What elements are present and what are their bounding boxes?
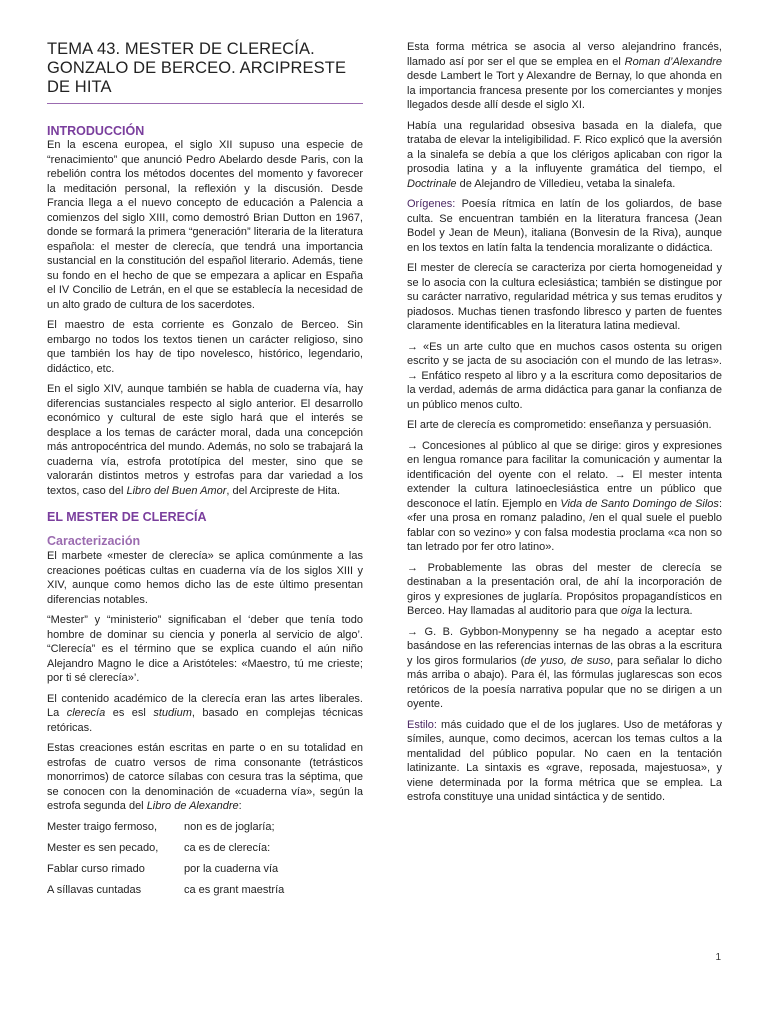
mester-heading: EL MESTER DE CLERECÍA [47, 510, 207, 524]
term: studium [153, 707, 192, 719]
text-run: : «fer una prosa en romanz paladino, /en el qual suele el pueblo fablar con so vezino» y con falsa modestia proclama «ca non so tan letrado por fer otro latino». [407, 497, 722, 553]
right-paragraph-7 [407, 439, 722, 555]
term: oiga [621, 605, 642, 617]
text-run: , del Arcipreste de Hita. [226, 484, 341, 497]
text-run: Estas creaciones están escritas en parte o en su totalidad en estrofas de cuatro versos de rima consonante (tetrásticos monorrimos) de catorce sílabas con cesura tras la séptima, que se conocen con la denominación de «cuaderna vía», según la estrofa segunda del [47, 742, 363, 812]
book-title: Roman d’Alexandre [624, 55, 722, 68]
right-paragraph-5: → «Es un arte culto que en muchos casos ostenta su origen escrito y se jacta de su asociación con el mundo de las letras». → Enfático respeto al libro y a la escritura como depositarios de la verdad, además de arma didáctica para ganar la confianza de un público menos culto. [407, 340, 722, 411]
right-paragraph-2 [407, 119, 722, 192]
text-run: más cuidado que el de los juglares. Uso de metáforas y símiles, aunque, como decimos, acercan los temas cultos a la mentalidad del público popular. No caen en la tentación latinizante. La sintaxis es «grave, reposada, majestuosa», y viene determinada por la forma métrica que se emplea. La estrofa constituye una unidad sintáctica y de sentido. [407, 718, 722, 803]
right-paragraph-8 [407, 561, 722, 619]
page-number: 1 [715, 952, 721, 963]
verse-line [47, 841, 363, 856]
book-title: Libro del Buen Amor [126, 484, 227, 497]
verse-hemistich-2: non es de joglaría; [184, 820, 275, 833]
verse-line [47, 862, 363, 877]
text-run: , para señalar lo dicho más arriba o abajo). Para él, las fórmulas juglarescas son ecos retóricos de la poesía narrativa popular que no se dirigen a un oyente. [407, 654, 723, 710]
right-paragraph-4: El mester de clerecía se caracteriza por cierta homogeneidad y se lo asocia con la cultura eclesiástica; también se distingue por su carácter narrativo, regularidad métrica y sus temas eruditos y piadosos. Muchas tienen trasfondo libresco y parten de fuentes claramente identificables en la literatura latina medieval. [407, 262, 722, 332]
caract-paragraph-4 [47, 741, 363, 814]
title-divider [47, 103, 363, 104]
text-run: Poesía rítmica en latín de los goliardos, de base culta. Se encuentran también en la literatura francesa (Jean Bodel y Jean de Meun), italiana (Bonvesin de la Riva), aunque en los textos en latín falta la tendencia moralizante o didáctica. [407, 198, 722, 254]
term: de yuso, de suso [524, 654, 611, 667]
intro-paragraph-2: El maestro de esta corriente es Gonzalo de Berceo. Sin embargo no todos los textos tienen un carácter religioso, sino que también los hay de tipo novelesco, histórico, legendario, didáctico, etc. [47, 319, 363, 375]
intro-paragraph-1: En la escena europea, el siglo XII supuso una especie de “renacimiento” que anunció Pedro Abelardo desde Paris, con la rebelión contra los métodos docentes del momento y favorecer la meditación personal, la reflexión y la discusión. Desde Francia llega a el nuevo concepto de educación a Palencia a comienzos del siglo XIII, como demostró Brian Dutton en 1967, donde se formará la primera “generación” literaria de la literatura española: el mester de clerecía, que tendrá una importancia sustancial en la constitución del español literario. Además, tiene su fondo en el hecho de que se empezara a aplicar en España el IV Concilio de Letrán, en el que se establecía la necesidad de un alto grado de cultura de los sacerdotes. [47, 139, 363, 311]
text-run: → G. B. Gybbon-Monypenny se ha negado a aceptar esto basándose en las referencias internas de las obras a la escritura y los giros formularios ( [407, 625, 722, 667]
verse-hemistich-1: Mester traigo fermoso, [47, 820, 158, 833]
origenes-paragraph [407, 197, 722, 255]
right-column [407, 40, 722, 811]
right-paragraph-1 [407, 40, 722, 113]
verse-line [47, 820, 363, 835]
book-title: Libro de Alexandre [146, 800, 239, 812]
text-run: desde Lambert le Tort y Alexandre de Bernay, lo que ahonda en la importancia francesa presente por los comerciantes y monjes llegados desde allí desde el siglo XI. [407, 70, 722, 111]
caracterizacion-heading: Caracterización [47, 534, 141, 548]
text-run: : [238, 800, 242, 812]
right-paragraph-9 [407, 625, 722, 712]
text-run: El contenido académico de la clerecía eran las artes liberales. La [47, 692, 363, 719]
intro-paragraph-3 [47, 382, 363, 498]
text-run: es esl [105, 707, 154, 719]
text-run: Esta forma métrica se asocia al verso alejandrino francés, llamado así por ser el que se emplea en el [407, 41, 722, 68]
text-run: En el siglo XIV, aunque también se habla de cuaderna vía, hay diferencias sustanciales respecto al siglo anterior. El desarrollo económico y cultural de este siglo hará que el interés se desplace a los temas de carácter moral, dada una concepción más antropocéntrica del mundo. Además, no solo se trabajará la cuaderna vía, estrofa prototípica del mester, sino que se valorarán distintos metros y estrofas para dar variedad a los textos, caso del [47, 383, 363, 497]
verse-hemistich-2: ca es de clerecía: [184, 841, 271, 854]
estilo-paragraph [407, 718, 722, 805]
verse-hemistich-1: Mester es sen pecado, [47, 841, 159, 854]
verse-hemistich-2: ca es grant maestría [184, 883, 285, 896]
text-run: Había una regularidad obsesiva basada en la dialefa, que trataba de elevar la inteligibilidad. F. Rico explicó que la aversión a la sinalefa se debía a que los clérigos aplicaban con rigor la prosodia latina y a la influyente gramática del tiempo, el [407, 119, 722, 175]
verse-hemistich-1: Fablar curso rimado [47, 862, 145, 875]
verse-block [47, 820, 363, 898]
caract-paragraph-1: El marbete «mester de clerecía» se aplica comúnmente a las creaciones poéticas cultas en cuaderna vía de los siglos XIII y XIV, aunque como hemos dicho las de este último presentan diferencias notables. [47, 550, 363, 606]
left-column [47, 40, 363, 904]
term: clerecía [66, 707, 106, 719]
book-title: Doctrinale [407, 177, 457, 190]
intro-heading: INTRODUCCIÓN [47, 124, 145, 138]
book-title: Vida de Santo Domingo de Silos [560, 497, 719, 510]
text-run: la lectura. [641, 605, 693, 617]
verse-hemistich-1: A síllavas cuntadas [47, 883, 142, 896]
text-run: de Alejandro de Villedieu, vetaba la sinalefa. [456, 177, 676, 190]
verse-line [47, 883, 363, 898]
page-title: TEMA 43. MESTER DE CLERECÍA. GONZALO DE BERCEO. ARCIPRESTE DE HITA [47, 40, 347, 96]
text-run: → Concesiones al público al que se dirige: giros y expresiones en lengua romance para facilitar la comunicación y aumentar la identificación del oyente con el relato. → El mester intenta extender la cultura latinoeclesiástica entre un público que desconoce el latín. Ejemplo en [407, 439, 722, 510]
caract-paragraph-3 [47, 692, 363, 736]
caract-paragraph-2: “Mester” y “ministerio” significaban el ‘deber que tenía todo hombre de dominar su ciencia y ponerla al servicio de algo’. “Clerecía” es el término que se explica cuando el aún niño Alejandro Magno le dice a Aristóteles: «Maestro, tú me crieste; por ti sé clerecía»’. [47, 614, 363, 684]
right-paragraph-6: El arte de clerecía es comprometido: enseñanza y persuasión. [407, 419, 712, 431]
text-run: , basado en complejas técnicas retóricas. [47, 707, 364, 734]
verse-hemistich-2: por la cuaderna vía [184, 862, 279, 875]
origenes-label: Orígenes: [407, 198, 456, 210]
estilo-label: Estilo: [407, 718, 437, 731]
text-run: → Probablemente las obras del mester de clerecía se destinaban a la presentación oral, de ahí la incorporación de giros y expresiones de juglaría. Propósitos propagandísticos en Berceo. Hay llamadas al auditorio para que [407, 561, 722, 617]
